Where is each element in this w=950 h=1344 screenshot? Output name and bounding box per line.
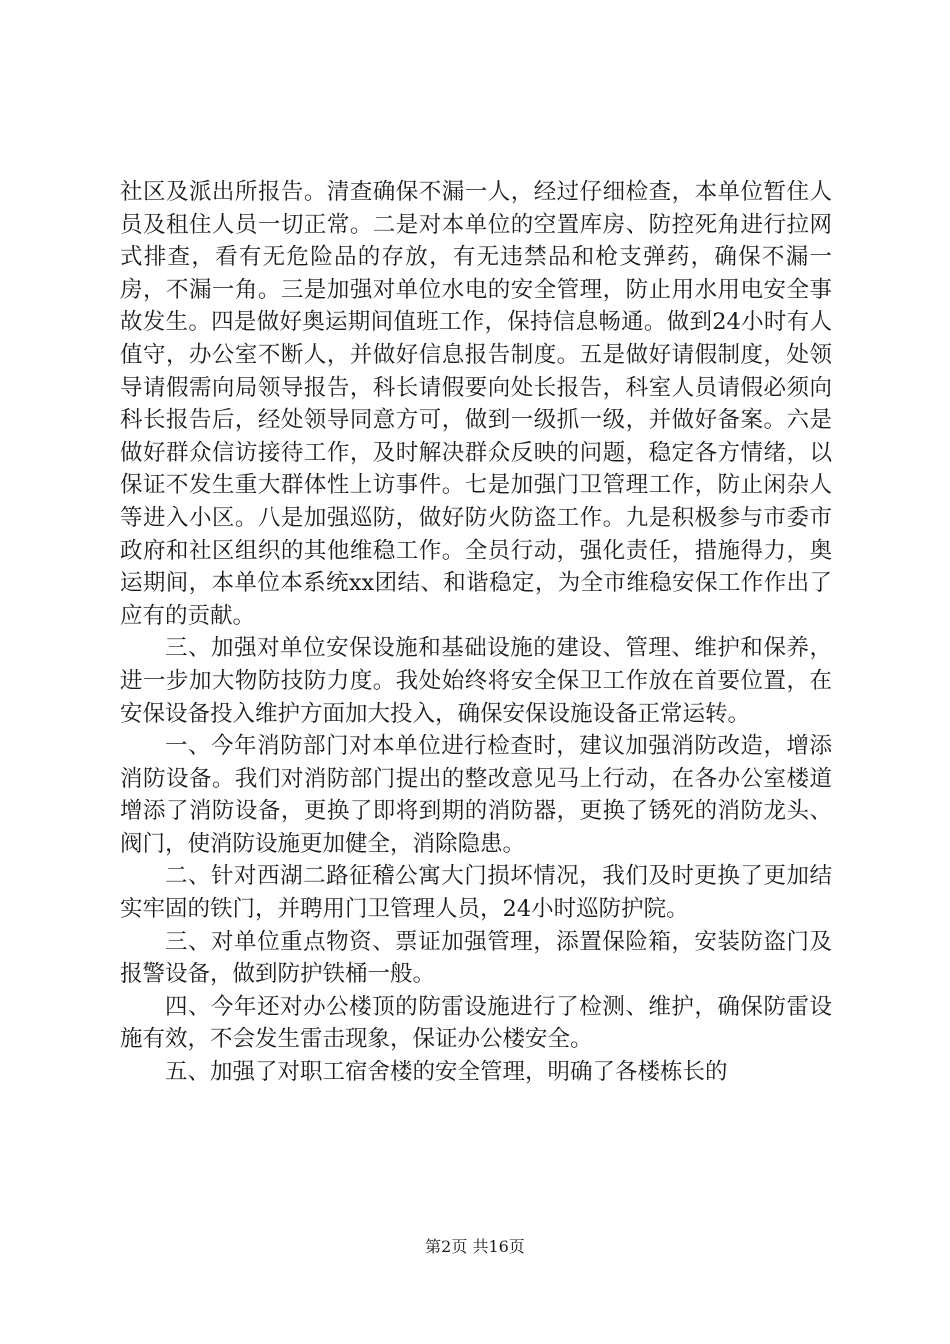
paragraph-item-one: 一、今年消防部门对本单位进行检查时，建议加强消防改造，增添消防设备。我们对消防部门提出的整改意见马上行动，在各办公室楼道增添了消防设备，更换了即将到期的消防器，更换了锈死的消防龙头、阀门，使消防设施更加健全，消除隐患。	[120, 733, 832, 857]
paragraph-item-five: 五、加强了对职工宿舍楼的安全管理，明确了各楼栋长的	[165, 1059, 728, 1086]
paragraph-section-three: 三、加强对单位安保设施和基础设施的建设、管理、维护和保养，进一步加大物防技防力度。我处始终将安全保卫工作放在首要位置，在安保设备投入维护方面加大投入，确保安保设施设备正常运转。	[120, 635, 832, 727]
paragraph-item-two: 二、针对西湖二路征稽公寓大门损坏情况，我们及时更换了更加结实牢固的铁门，并聘用门卫管理人员，24小时巡防护院。	[120, 863, 832, 923]
page-number-footer: 第2页 共16页	[425, 1237, 525, 1256]
paragraph-item-four: 四、今年还对办公楼顶的防雷设施进行了检测、维护，确保防雷设施有效，不会发生雷击现象，保证办公楼安全。	[120, 993, 832, 1053]
paragraph-continued: 社区及派出所报告。清查确保不漏一人，经过仔细检查，本单位暂住人员及租住人员一切正常。二是对本单位的空置库房、防控死角进行拉网式排查，看有无危险品的存放，有无违禁品和枪支弹药，确保不漏一房，不漏一角。三是加强对单位水电的安全管理，防止用水用电安全事故发生。四是做好奥运期间值班工作，保持信息畅通。做到24小时有人值守，办公室不断人，并做好信息报告制度。五是做好请假制度，处领导请假需向局领导报告，科长请假要向处长报告，科室人员请假必须向科长报告后，经处领导同意方可，做到一级抓一级，并做好备案。六是做好群众信访接待工作，及时解决群众反映的问题，稳定各方情绪，以保证不发生重大群体性上访事件。七是加强门卫管理工作，防止闲杂人等进入小区。八是加强巡防，做好防火防盗工作。九是积极参与市委市政府和社区组织的其他维稳工作。全员行动，强化责任，措施得力，奥运期间，本单位本系统xx团结、和谐稳定，为全市维稳安保工作作出了应有的贡献。	[120, 179, 832, 629]
document-body	[120, 176, 832, 1089]
paragraph-item-three: 三、对单位重点物资、票证加强管理，添置保险箱，安装防盗门及报警设备，做到防护铁桶一般。	[120, 928, 832, 988]
